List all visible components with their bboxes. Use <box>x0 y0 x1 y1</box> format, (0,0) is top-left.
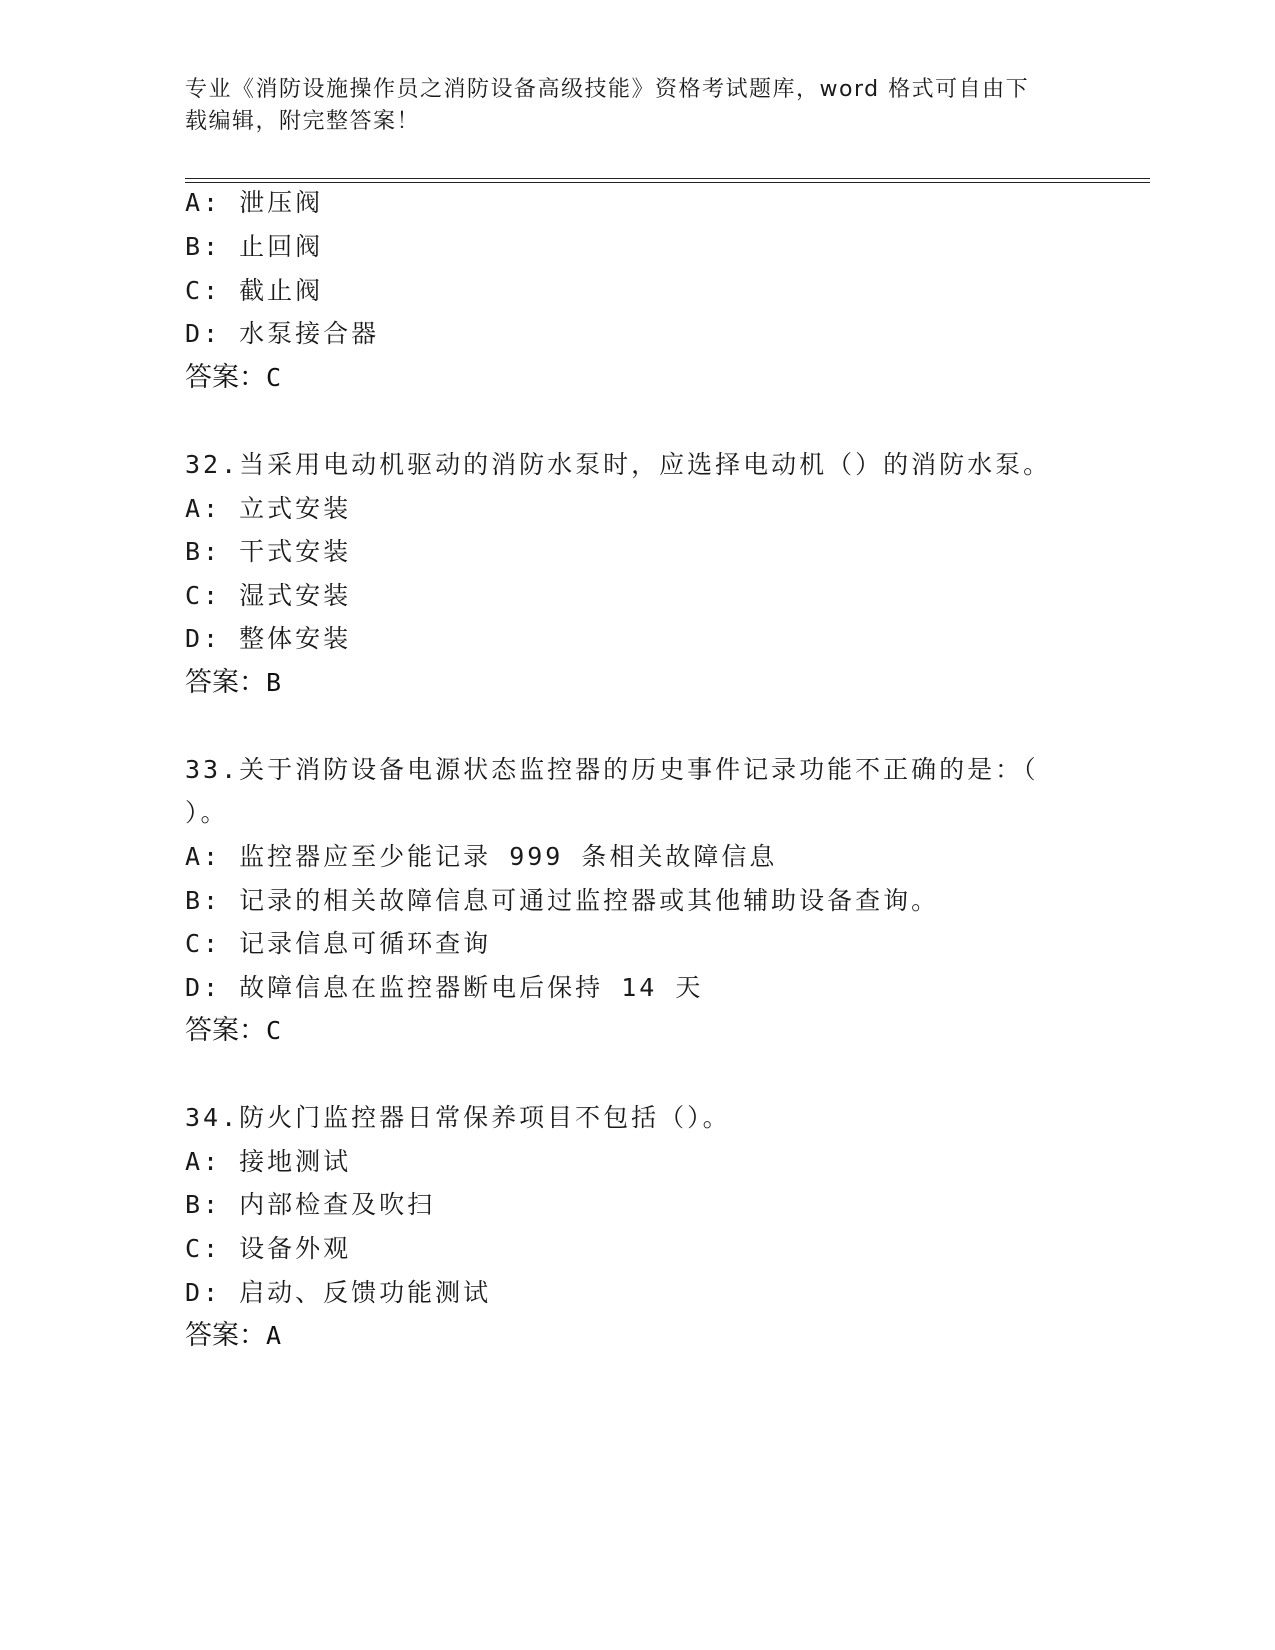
question-stem: 32.当采用电动机驱动的消防水泵时，应选择电动机（）的消防水泵。 <box>185 450 1052 479</box>
option-d: D: 启动、反馈功能测试 <box>185 1278 492 1307</box>
answer-line <box>185 1321 281 1351</box>
question-stem: 33.关于消防设备电源状态监控器的历史事件记录功能不正确的是：（ <box>185 755 1039 784</box>
header-divider-bottom <box>185 182 1150 183</box>
option-a: A: 接地测试 <box>185 1147 352 1176</box>
option-c: C: 湿式安装 <box>185 581 352 610</box>
document-header <box>185 74 1065 138</box>
option-a: A: 立式安装 <box>185 494 352 523</box>
option-c: C: 截止阀 <box>185 276 324 305</box>
answer-label: 答案： <box>185 667 266 698</box>
option-d: D: 故障信息在监控器断电后保持 14 天 <box>185 973 704 1002</box>
answer-label: 答案： <box>185 1015 266 1046</box>
header-divider-top <box>185 178 1150 179</box>
question-stem-continued: ）。 <box>185 798 229 827</box>
answer-value: B <box>266 668 282 697</box>
option-c: C: 设备外观 <box>185 1234 352 1263</box>
option-d: D: 整体安装 <box>185 624 352 653</box>
header-line-2: 载编辑，附完整答案！ <box>185 109 421 134</box>
answer-line <box>185 363 281 393</box>
option-b: B: 止回阀 <box>185 232 324 261</box>
option-b: B: 干式安装 <box>185 537 352 566</box>
option-c: C: 记录信息可循环查询 <box>185 929 492 958</box>
answer-line <box>185 1016 281 1046</box>
option-a: A: 泄压阀 <box>185 188 324 217</box>
answer-value: C <box>266 363 282 392</box>
header-line-1: 专业《消防设施操作员之消防设备高级技能》资格考试题库，word 格式可自由下 <box>185 77 1030 102</box>
option-d: D: 水泵接合器 <box>185 319 380 348</box>
answer-line <box>185 668 281 698</box>
option-a: A: 监控器应至少能记录 999 条相关故障信息 <box>185 842 778 871</box>
option-b: B: 内部检查及吹扫 <box>185 1190 436 1219</box>
option-b: B: 记录的相关故障信息可通过监控器或其他辅助设备查询。 <box>185 886 940 915</box>
question-stem: 34.防火门监控器日常保养项目不包括（）。 <box>185 1103 731 1132</box>
answer-value: C <box>266 1016 282 1045</box>
answer-value: A <box>266 1321 282 1350</box>
answer-label: 答案： <box>185 1320 266 1351</box>
answer-label: 答案： <box>185 362 266 393</box>
